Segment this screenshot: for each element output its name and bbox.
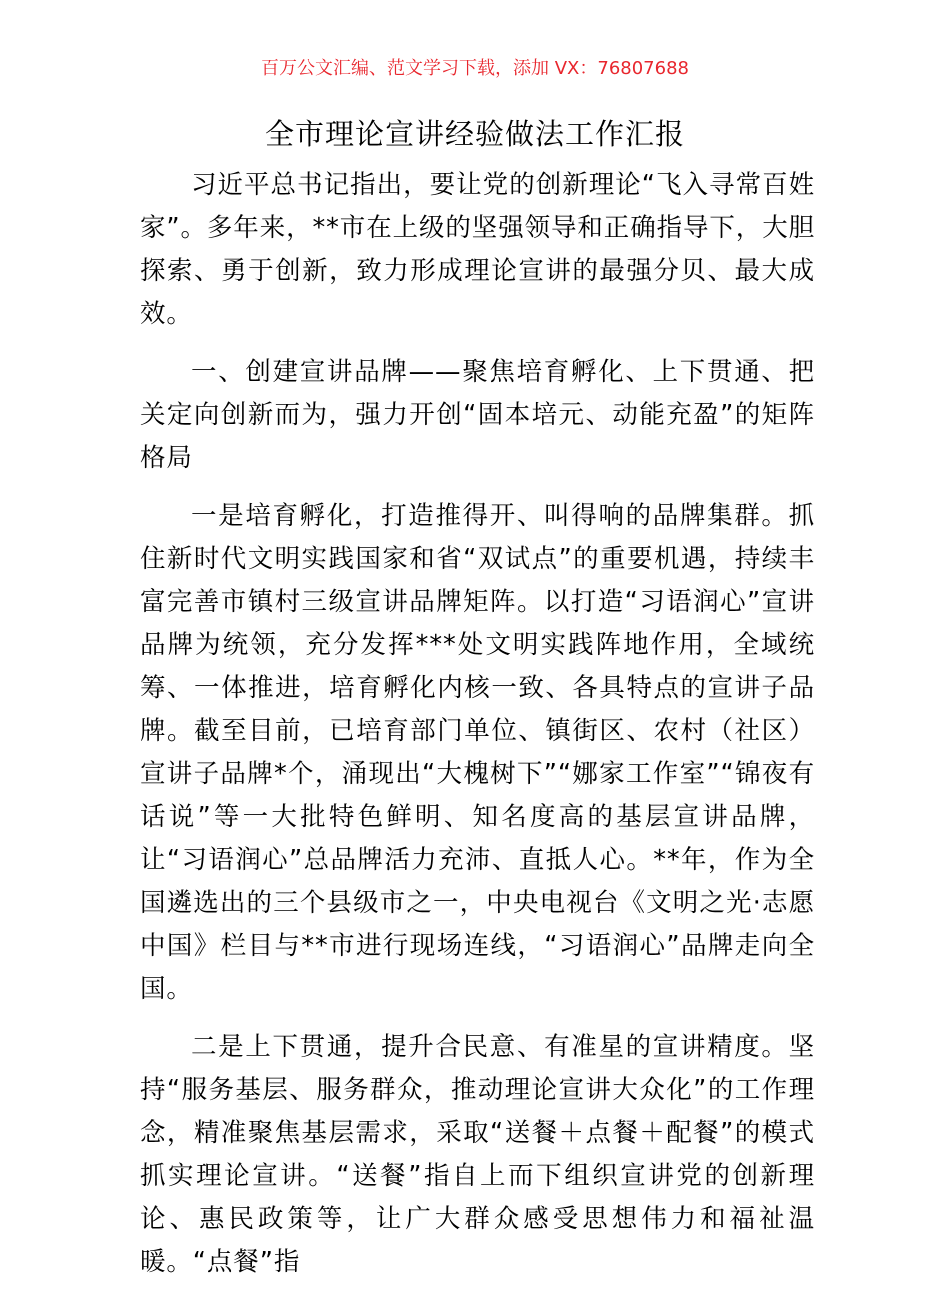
paragraph-point-2: 二是上下贯通，提升合民意、有准星的宣讲精度。坚持“服务基层、服务群众，推动理论宣讲大众化”的工作理念，精准聚焦基层需求，采取“送餐＋点餐＋配餐”的模式抓实理论宣讲。“送餐”指自上而下组织宣讲党的创新理论、惠民政策等，让广大群众感受思想伟力和福祉温暖。“点餐”指 — [140, 1032, 815, 1277]
paragraph-point-1: 一是培育孵化，打造推得开、叫得响的品牌集群。抓住新时代文明实践国家和省“双试点”的重要机遇，持续丰富完善市镇村三级宣讲品牌矩阵。以打造“习语润心”宣讲品牌为统领，充分发挥***处文明实践阵地作用，全域统筹、一体推进，培育孵化内核一致、各具特点的宣讲子品牌。截至目前，已培育部门单位、镇街区、农村（社区）宣讲子品牌*个，涌现出“大槐树下”“娜家工作室”“锦夜有话说”等一大批特色鲜明、知名度高的基层宣讲品牌，让“习语润心”总品牌活力充沛、直抵人心。**年，作为全国遴选出的三个县级市之一，中央电视台《文明之光·志愿中国》栏目与**市进行现场连线，“习语润心”品牌走向全国。 — [140, 501, 815, 1004]
watermark-header: 百万公文汇编、范文学习下载，添加 VX：76807688 — [261, 58, 689, 79]
section-heading-1: 一、创建宣讲品牌——聚焦培育孵化、上下贯通、把关定向创新而为，强力开创“固本培元、动能充盈”的矩阵格局 — [140, 357, 815, 473]
paragraph-intro: 习近平总书记指出，要让党的创新理论“飞入寻常百姓家”。多年来，**市在上级的坚强领导和正确指导下，大胆探索、勇于创新，致力形成理论宣讲的最强分贝、最大成效。 — [140, 170, 816, 329]
document-title: 全市理论宣讲经验做法工作汇报 — [264, 117, 685, 151]
document-body — [140, 164, 815, 1299]
